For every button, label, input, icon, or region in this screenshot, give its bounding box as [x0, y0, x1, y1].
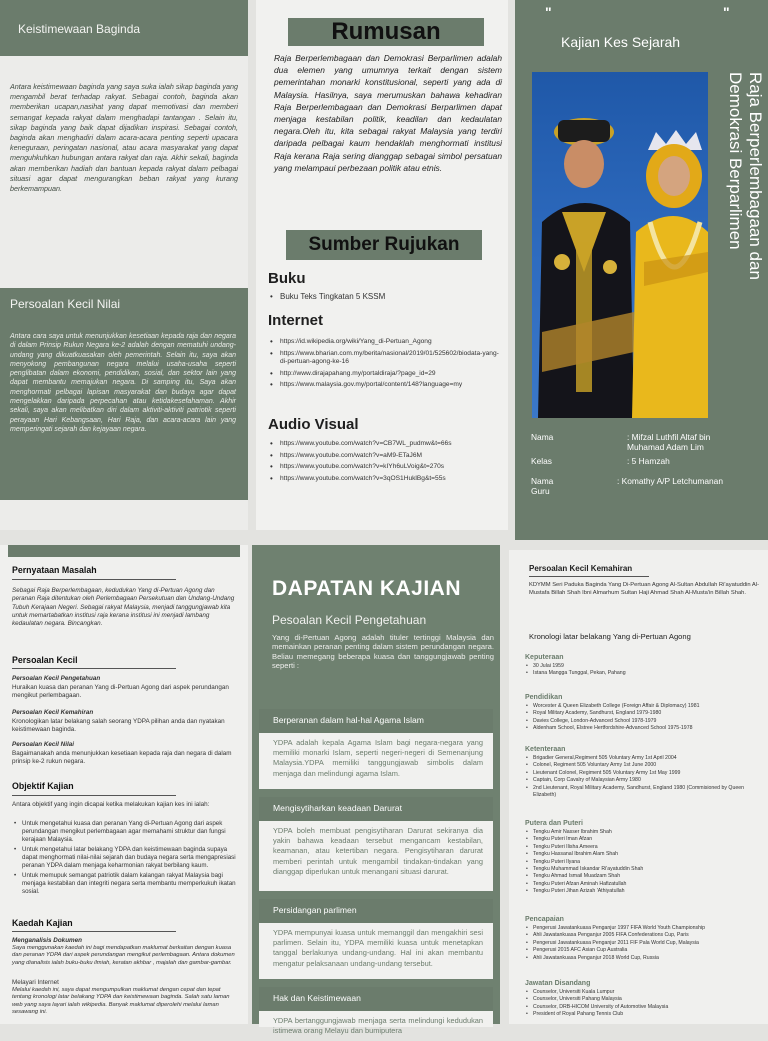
link-item[interactable]: • https://www.youtube.com/watch?v=CB7WL_pudmw&t=66s — [270, 440, 502, 449]
list-item: • Tengku Puteri Iman Afzan — [525, 836, 760, 843]
panel-keistimewaan — [0, 0, 248, 530]
card-title: Mengisytiharkan keadaan Darurat — [259, 797, 493, 821]
text-rumusan: Raja Berperlembagaan dan Demokrasi Berparlimen adalah dua elemen yang umumnya terkait dengan sistem pemerintahan monarki konstitusional, seperti yang ada di Malaysia. Hasilnya, saya merumuskan bahawa kehadiran Raja Berperlembagaan dan Demokrasi Berparlimen dapat menjaga kestabilan politik, keadilan dan kedaulatan negara.Oleh itu, kita sebagai rakyat Malaysia yang terdiri daripada pelbagai kaum hendaklah menghormati institusi Raja kerana Raja sering dianggap sebagai simbol persatuan yang melampaui perbezaan politik atau etnis. — [274, 53, 502, 173]
royal-portrait-image — [532, 72, 708, 418]
text-internet: Melalui kaedah ini, saya dapat mengumpulkan maklumat dengan cepat dan tepat tentang kronologi latar belakang YDPA dan keistimewaan baginda. Salah satu laman web yang saya layari ialah wikipedia. Banyak maklumat diperolehi melalui laman sesawang ini. — [12, 987, 230, 1016]
list-item: • Counselor, Universiti Kuala Lumpur — [525, 989, 760, 996]
text-dokumen: Saya menggunakan kaedah ini bagi mendapatkan maklumat berkaitan dengan kuasa dan peranan YDPA dari aspek perundangan mengikut perlembagaan. Antara dokumen yang dianalisis ialah buku-buku ilmiah, keratan akhbar , majalah dan gambar-gambar. — [12, 945, 235, 966]
list-item: • Pengerusi Jawatankuasa Penganjur 1997 FIFA World Youth Championship — [525, 925, 760, 932]
list-item: • Untuk mengetahui latar belakang YDPA dan keistimewaan baginda supaya dapat menghormati nilai-nilai sejarah dan budaya negara serta mengapresiasi peranan YDPA dalam menjaga keharmonian rakyat berbilang kaum. — [12, 846, 238, 870]
text-persoalan-nilai: Antara cara saya untuk menunjukkan kesetiaan kepada raja dan negara di dalam Prinsip Rukun Negara ke-2 adalah dengan mematuhi undang-undang yang dikuatkuasakan oleh pemerintah. Selain itu, saya akan menyokong pembangunan negara melalui usaha-usaha seperti penglibatan dalam ekonomi, pendidikan, sosial, dan sektor lain yang dapat membantu memajukan negara. Di samping itu, Saya akan menghormati pelbagai lapisan masyarakat dan budaya agar dapat mengelakkan daripada perpecahan atau ketidakesefahaman. Akhir sekali, saya akan melibatkan diri dalam aktiviti-aktiviti patriotik seperti perayaan Hari Kebangsaan, Hari Raja, dan acara-acara lain yang memperingati sejarah dan kejayaan negara. — [0, 320, 248, 500]
label-nama: Nama — [531, 432, 554, 442]
list-item: • Tengku Hassanal Ibrahim Alam Shah — [525, 851, 760, 858]
list-item: • Lieutenant Colonel, Regiment 505 Voluntary Army 1st May 1999 — [525, 770, 760, 777]
section-jawatan — [525, 980, 760, 1019]
card-darurat — [259, 797, 493, 891]
section-title: Pendidikan — [525, 694, 563, 701]
text-objektif-intro: Antara objektif yang ingin dicapai ketika melakukan kajian kes ini ialah: — [12, 801, 210, 808]
list-item: • Tengku Puteri Jihan Azizah 'Athiyatullah — [525, 888, 760, 895]
list-item: • Tengku Ahmad Ismail Muadzam Shah — [525, 873, 760, 880]
section-title: Putera dan Puteri — [525, 820, 583, 827]
list-item: • 2nd Lieutenant, Royal Military Academy, Sandhurst, England 1980 (Commisioned by Queen Elizabeth) — [525, 785, 760, 800]
heading-objektif: Objektif Kajian — [12, 781, 74, 791]
subheading-pengetahuan: Pesoalan Kecil Pengetahuan — [272, 613, 427, 627]
list-item: • Counselor, DRB-HICOM University of Automotive Malaysia — [525, 1004, 760, 1011]
text-dapatan-intro: Yang di-Pertuan Agong adalah tituler tertinggi Malaysia dan memainkan peranan penting dalam sistem perundangan negara. Beliau memegang beberapa kuasa dan tanggungjawab penting seperti : — [272, 633, 494, 671]
card-title: Berperanan dalam hal-hal Agama Islam — [259, 709, 493, 733]
value-nama: : Mifzal Luthfil Altaf bin Muhamad Adam Lim — [627, 432, 711, 452]
list-item: • Colonel, Regiment 505 Voluntary Army 1st June 2000 — [525, 762, 760, 769]
list-item: • Aldenham School, Elstree Hertfordshire-Advanced School 1975-1978 — [525, 725, 760, 732]
list-item: • Worcester & Queen Elizabeth College (Foreign Affair & Diplomacy) 1981 — [525, 703, 760, 710]
link-item[interactable]: • https://www.youtube.com/watch?v=kIYh6uLVoig&t=270s — [270, 463, 502, 472]
text-pengetahuan: Huraikan kuasa dan peranan Yang di-Pertuan Agong dari aspek perundangan mengikut perlembagaan. — [12, 684, 229, 700]
list-item: • Tengku Muhammad Iskandar Ri'ayatuddin Shah — [525, 866, 760, 873]
text-kemahiran: KDYMM Seri Paduka Baginda Yang Di-Pertuan Agong Al-Sultan Abdullah Ri'ayatuddin Al-Mustafa Billah Shah Ibni Almarhum Sultan Haji Ahmad Shah Al-Musta'in Billah Shah. — [529, 582, 760, 596]
section-keputeraan — [525, 654, 760, 678]
panel-pernyataan — [0, 545, 248, 1024]
heading-kaedah: Kaedah Kajian — [12, 918, 73, 928]
label-pengetahuan: Persoalan Kecil Pengetahuan — [12, 675, 101, 682]
list-item: • Brigadier General,Regiment 505 Voluntary Army 1st April 2004 — [525, 755, 760, 762]
list-item: • Tengku Puteri Ilyana — [525, 859, 760, 866]
label-dokumen: Menganalisis Dokumen — [12, 937, 82, 944]
list-item: • Pengerusi Jawatankuasa Penganjur 2011 FIF Pala World Cup, Malaysia — [525, 940, 760, 947]
link-item[interactable]: • https://id.wikipedia.org/wiki/Yang_di-Pertuan_Agong — [270, 338, 502, 347]
section-title: Ketenteraan — [525, 746, 566, 753]
card-parlimen — [259, 899, 493, 979]
section-putera-puteri — [525, 820, 760, 896]
heading-internet: Internet — [268, 312, 324, 329]
panel-dapatan — [252, 545, 500, 1036]
quote-mark-icon: " — [545, 4, 553, 20]
link-item[interactable]: • https://www.malaysia.gov.my/portal/content/148?language=my — [270, 381, 502, 390]
list-item: • 30 Julai 1959 — [525, 663, 760, 670]
card-text: YDPA mempunyai kuasa untuk memanggil dan mengakhiri sesi parlimen. Selain itu, YDPA memiliki kuasa untuk menetapkan tanggal berlakunya undang-undang. Hal ini akan membantu mengatur pelaksanaan undang-undang tersebut. — [273, 928, 483, 968]
section-pencapaian — [525, 916, 760, 962]
heading-kemahiran: Persoalan Kecil Kemahiran — [529, 564, 633, 573]
section-title: Pencapaian — [525, 916, 564, 923]
list-item: • Royal Military Academy, Sandhurst, England 1979-1980 — [525, 710, 760, 717]
list-audio — [270, 440, 502, 486]
heading-dapatan-kajian: DAPATAN KAJIAN — [272, 577, 461, 600]
label-kelas: Kelas — [531, 456, 552, 466]
heading-kronologi: Kronologi latar belakang Yang di-Pertuan Agong — [529, 632, 691, 641]
list-item: • Captain, Corp Cavalry of Malaysian Army 1980 — [525, 777, 760, 784]
quote-mark-icon: " — [723, 4, 731, 20]
value-nama-guru: : Komathy A/P Letchumanan — [617, 476, 723, 486]
text-keistimewaan: Antara keistimewaan baginda yang saya suka ialah sikap baginda yang mengambil berat terhadap rakyat. Sebagai contoh, baginda akan memberikan ucapan,nasihat yang dapat memotivasi dan memberi semangat kepada rakyat dalam menghadapi tantangan . Selain itu, sikap baginda yang baik dapat dijadikan inspirasi. Sebagai contoh, baginda akan menghadiri dalam acara-acara penting seperti upacara keneguraan, peringatan nasional, atau acara masyarakat yang dapat menguhkuhkan hubungan antara rakyat dan raja. Akhir sekali, baginda akan memberikan hadiah dan bantuan kepada rakyat dalam pelbagai situasi agar dapat mengurangkan beban rakyat yang kurang berkemampuan. — [10, 82, 238, 194]
heading-pernyataan-masalah: Pernyataan Masalah — [12, 565, 97, 575]
panel-cover — [515, 0, 768, 540]
divider — [12, 931, 176, 932]
divider — [12, 668, 176, 669]
list-item: • Davies College, London-Advanced School 1978-1979 — [525, 718, 760, 725]
list-item: • Ahli Jawatankuasa Penganjur 2005 FIFA Confederations Cup, Paris — [525, 932, 760, 939]
heading-sumber-rujukan: Sumber Rujukan — [286, 230, 482, 260]
list-item: • Istana Mangga Tunggal, Pekan, Pahang — [525, 670, 760, 677]
label-nama-guru: Nama Guru — [531, 476, 554, 496]
list-item: • Pengerusi 2015 AFC Asian Cup Australia — [525, 947, 760, 954]
link-item[interactable]: • https://www.youtube.com/watch?v=3qOS1HuklBg&t=55s — [270, 475, 502, 484]
section-ketenteraan — [525, 746, 760, 799]
card-title: Hak dan Keistimewaan — [259, 987, 493, 1011]
card-text: YDPA boleh membuat pengisytiharan Darurat sekiranya dia yakin bahawa keadaan tersebut mengancam kestabilan, keamanan, atau ketertiban negara. Pengisytiharan darurat memberi perintah untuk mengambil tindakan-tindakan yang dianggap diperlukan untuk menangani situasi darurat. — [273, 826, 483, 876]
list-item: • Untuk mengetahui kuasa dan peranan Yang di-Pertuan Agong dari aspek perundangan mengikut perlembagaan agar memahami struktur dan fungsi kerajaan Malaysia. — [12, 820, 238, 844]
panel-kemahiran — [509, 550, 768, 1024]
heading-persoalan-nilai: Persoalan Kecil Nilai — [0, 288, 248, 320]
link-item[interactable]: • https://www.bharian.com.my/berita/nasional/2019/01/525602/biodata-yang-di-pertuan-agong-ke-16 — [270, 350, 502, 367]
list-item: • Counselor, Universiti Pahang Malaysia — [525, 996, 760, 1003]
card-keistimewaan — [259, 987, 493, 1036]
link-item[interactable]: • https://www.youtube.com/watch?v=aM9-ETaJ6M — [270, 452, 502, 461]
top-band — [8, 545, 240, 557]
value-kelas: : 5 Hamzah — [627, 456, 670, 466]
divider — [12, 795, 176, 796]
label-kemahiran: Persoalan Kecil Kemahiran — [12, 709, 94, 716]
cover-title: Kajian Kes Sejarah — [561, 34, 681, 50]
card-agama-islam — [259, 709, 493, 789]
label-nilai: Persoalan Kecil Nilai — [12, 741, 74, 748]
list-objektif — [12, 820, 238, 898]
panel-rumusan — [256, 0, 508, 530]
heading-keistimewaan: Keistimewaan Baginda — [0, 0, 248, 56]
card-text: YDPA bertanggungjawab menjaga serta melindungi kedudukan istimewa orang Melayu dan bumiputera — [273, 1016, 483, 1036]
list-item: • Tengku Puteri Ilisha Ameera — [525, 844, 760, 851]
card-text: YDPA adalah kepala Agama Islam bagi negara-negara yang memiliki monarki Islam, seperti negeri-negeri di Semenanjung Malaysia.YDPA memiliki tanggungjawab simbolis dalam menjaga dan melindungi agama Islam. — [273, 738, 483, 778]
text-nilai: Bagaimanakah anda menunjukkan kesetiaan kepada raja dan negara di dalam prinsip ke-2 rukun negara. — [12, 750, 232, 766]
heading-persoalan-kecil: Persoalan Kecil — [12, 655, 78, 665]
section-title: Keputeraan — [525, 654, 564, 661]
list-item: • President of Royal Pahang Tennis Club — [525, 1011, 760, 1018]
heading-rumusan: Rumusan — [288, 18, 484, 46]
section-pendidikan — [525, 694, 760, 733]
card-title: Persidangan parlimen — [259, 899, 493, 923]
list-item: • Untuk memupuk semangat patriotik dalam kalangan rakyat Malaysia bagi menjaga kestabilan dan integriti negara serta membantu memperkukuh ikatan sosial. — [12, 872, 238, 896]
list-item: • Tengku Puteri Afzan Aminah Hafizatullah — [525, 881, 760, 888]
text-kemahiran: Kronologikan latar belakang salah seorang YDPA pilihan anda dan nyatakan keistimewaan baginda. — [12, 718, 225, 734]
list-item: • Ahli Jawatankuasa Penganjur 2018 World Cup, Russia — [525, 955, 760, 962]
link-item[interactable]: • http://www.dirajapahang.my/portaldiraja/?page_id=29 — [270, 370, 502, 379]
section-title: Jawatan Disandang — [525, 980, 591, 987]
divider — [529, 576, 649, 577]
list-buku — [270, 292, 502, 305]
label-internet: Melayari Internet — [12, 979, 59, 986]
royal-portrait-illustration — [532, 72, 708, 418]
list-item: • Tengku Amir Nasser Ibrahim Shah — [525, 829, 760, 836]
heading-audio-visual: Audio Visual — [268, 416, 359, 433]
list-internet — [270, 338, 502, 393]
divider — [12, 579, 176, 580]
heading-buku: Buku — [268, 270, 306, 287]
text-pernyataan-masalah: Sebagai Raja Berperlembagaan, kedudukan Yang di-Pertuan Agong dan peranan Raja ditentukan oleh Perlembagaan Persekutuan dan Undang-Undang Tubuh Kerajaan Negeri. Sebagai rakyat Malaysia, menjadi tanggungjawab kita untuk memartabatkan institusi raja kerana institusi ini menjadi lambang kedaulatan negara. Bincangkan. — [12, 587, 235, 628]
list-item: • Buku Teks Tingkatan 5 KSSM — [270, 292, 502, 302]
cover-vertical-title: Raja Berperlembagaan dan Demokrasi Berparlimen — [726, 72, 765, 280]
